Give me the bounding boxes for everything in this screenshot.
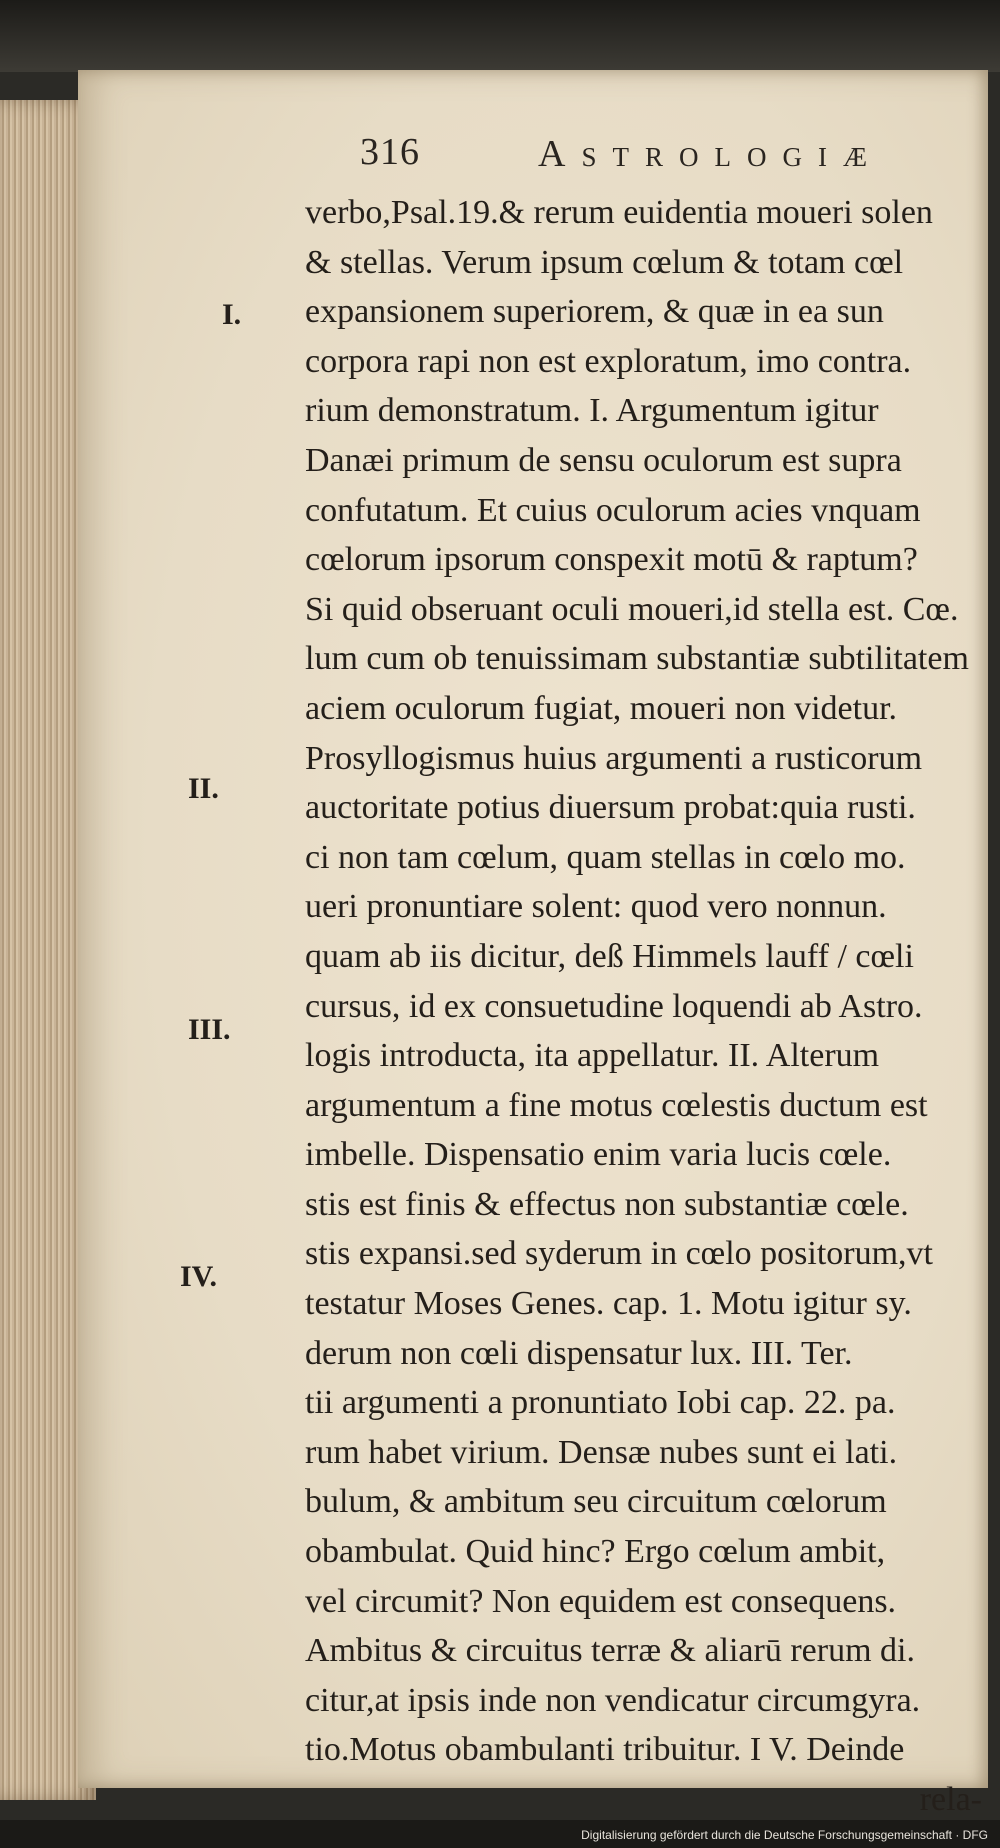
running-head: Astrologiæ [538, 133, 883, 175]
text-line: derum non cœli dispensatur lux. III. Ter. [305, 1334, 853, 1372]
text-line: imbelle. Dispensatio enim varia lucis cœle. [305, 1136, 892, 1174]
text-block [305, 188, 990, 1825]
text-line: rium demonstratum. I. Argumentum igitur [305, 392, 879, 430]
text-line: stis est finis & effectus non substantiæ cœle. [305, 1185, 909, 1223]
margin-number-4: IV. [180, 1260, 217, 1293]
text-line: Ambitus & circuitus terræ & aliarū rerum di. [305, 1632, 915, 1670]
text-line: ci non tam cœlum, quam stellas in cœlo mo. [305, 838, 906, 876]
text-line: Si quid obseruant oculi moueri,id stella est. Cœ. [305, 590, 959, 628]
text-line: testatur Moses Genes. cap. 1. Motu igitur sy. [305, 1285, 912, 1323]
text-line: auctoritate potius diuersum probat:quia rusti. [305, 789, 916, 827]
text-line: stis expansi.sed syderum in cœlo positorum,vt [305, 1235, 934, 1273]
catchword: rela- [919, 1781, 982, 1818]
text-line: Danæi primum de sensu oculorum est supra [305, 441, 902, 479]
text-line: obambulat. Quid hinc? Ergo cœlum ambit, [305, 1533, 886, 1571]
text-line: confutatum. Et cuius oculorum acies vnquam [305, 491, 921, 529]
text-line: bulum, & ambitum seu circuitum cœlorum [305, 1483, 887, 1521]
text-line: aciem oculorum fugiat, moueri non videtur. [305, 689, 898, 727]
text-line: tii argumenti a pronuntiato Iobi cap. 22. pa. [305, 1384, 896, 1422]
text-line: ueri pronuntiare solent: quod vero nonnun. [305, 888, 887, 926]
text-line: Prosyllogismus huius argumenti a rusticorum [305, 739, 923, 777]
text-line: verbo,Psal.19.& rerum euidentia moueri solen [305, 194, 933, 231]
text-line: tio.Motus obambulanti tribuitur. I V. Deinde [305, 1731, 905, 1769]
margin-number-1: I. [222, 298, 242, 331]
text-line: expansionem superiorem, & quæ in ea sun [305, 293, 884, 331]
text-line: corpora rapi non est exploratum, imo contra. [305, 342, 912, 380]
text-line: cursus, id ex consuetudine loquendi ab Astro. [305, 987, 923, 1025]
page-header [0, 130, 1000, 190]
text-line: argumentum a fine motus cœlestis ductum est [305, 1086, 928, 1124]
page-number: 316 [360, 131, 420, 173]
text-line: quam ab iis dicitur, deß Himmels lauff / cœli [305, 937, 914, 975]
text-line: logis introducta, ita appellatur. II. Alterum [305, 1037, 880, 1075]
digitization-credit: Digitalisierung gefördert durch die Deutsche Forschungsgemeinschaft · DFG [581, 1828, 988, 1842]
text-line: rum habet virium. Densæ nubes sunt ei lati. [305, 1433, 898, 1471]
text-line: lum cum ob tenuissimam substantiæ subtilitatem [305, 640, 969, 678]
text-line: cœlorum ipsorum conspexit motū & raptum? [305, 541, 918, 579]
text-line: & stellas. Verum ipsum cœlum & totam cœl [305, 243, 904, 281]
margin-number-2: II. [188, 772, 219, 805]
text-line: citur,at ipsis inde non vendicatur circumgyra. [305, 1681, 921, 1719]
margin-number-3: III. [188, 1013, 231, 1046]
text-line: vel circumit? Non equidem est consequens. [305, 1582, 897, 1620]
